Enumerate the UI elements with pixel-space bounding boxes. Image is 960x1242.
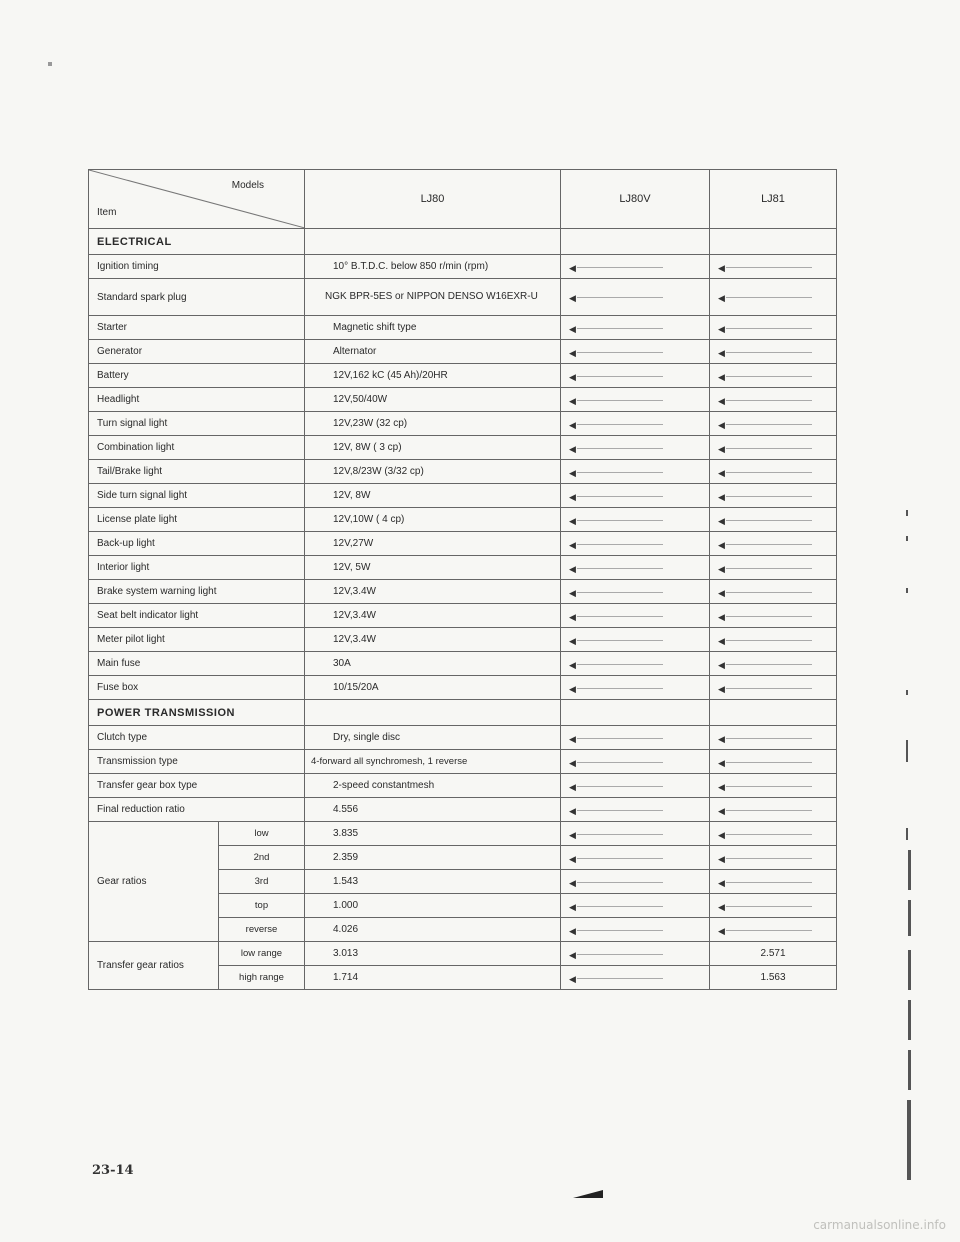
row-item: Standard spark plug (89, 279, 305, 316)
row-lj80-value: Magnetic shift type (305, 316, 561, 340)
same-as-left-dash (710, 255, 837, 279)
same-as-left-dash (710, 652, 837, 676)
row-item: Brake system warning light (89, 580, 305, 604)
arrow-left-icon: ◀ (569, 973, 576, 984)
arrow-left-icon: ◀ (718, 539, 725, 550)
same-as-left-dash (561, 870, 710, 894)
row-item: Main fuse (89, 652, 305, 676)
table-row (89, 484, 837, 508)
same-as-left-dash (561, 604, 710, 628)
arrow-left-icon: ◀ (718, 925, 725, 936)
same-as-left-dash (561, 918, 710, 942)
same-as-left-dash (561, 388, 710, 412)
table-row (89, 628, 837, 652)
arrow-left-icon: ◀ (718, 901, 725, 912)
same-as-left-dash (710, 580, 837, 604)
same-as-left-dash (710, 846, 837, 870)
arrow-left-icon: ◀ (569, 419, 576, 430)
row-lj80-value: 12V,3.4W (305, 628, 561, 652)
row-lj80-value: 12V,27W (305, 532, 561, 556)
table-row (89, 388, 837, 412)
arrow-left-icon: ◀ (569, 757, 576, 768)
table-row (89, 822, 837, 846)
arrow-left-icon: ◀ (718, 587, 725, 598)
row-lj81-value: 2.571 (710, 942, 837, 966)
arrow-left-icon: ◀ (718, 611, 725, 622)
row-lj80-value: 12V,50/40W (305, 388, 561, 412)
same-as-left-dash (710, 508, 837, 532)
arrow-left-icon: ◀ (569, 371, 576, 382)
arrow-left-icon: ◀ (718, 659, 725, 670)
arrow-left-icon: ◀ (718, 443, 725, 454)
row-item: Fuse box (89, 676, 305, 700)
row-item: Turn signal light (89, 412, 305, 436)
row-lj80-value: 12V, 5W (305, 556, 561, 580)
gear-sub-label: top (219, 894, 305, 918)
table-row (89, 316, 837, 340)
same-as-left-dash (561, 316, 710, 340)
row-lj80-value: 12V,3.4W (305, 604, 561, 628)
table-row (89, 652, 837, 676)
row-lj80-value: 1.543 (305, 870, 561, 894)
same-as-left-dash (710, 604, 837, 628)
same-as-left-dash (710, 822, 837, 846)
arrow-left-icon: ◀ (718, 877, 725, 888)
row-item: Clutch type (89, 726, 305, 750)
gear-sub-label: 2nd (219, 846, 305, 870)
same-as-left-dash (561, 364, 710, 388)
table-row (89, 364, 837, 388)
arrow-left-icon: ◀ (569, 683, 576, 694)
arrow-left-icon: ◀ (718, 371, 725, 382)
row-lj80-value: 1.714 (305, 966, 561, 990)
row-lj81-value: 1.563 (710, 966, 837, 990)
models-label: Models (231, 180, 264, 191)
arrow-left-icon: ◀ (718, 781, 725, 792)
gear-ratios-label: Gear ratios (89, 822, 219, 942)
row-lj80-value: 12V,3.4W (305, 580, 561, 604)
row-item: Tail/Brake light (89, 460, 305, 484)
same-as-left-dash (710, 412, 837, 436)
same-as-left-dash (710, 726, 837, 750)
arrow-left-icon: ◀ (569, 467, 576, 478)
same-as-left-dash (561, 556, 710, 580)
row-item: Transfer gear box type (89, 774, 305, 798)
same-as-left-dash (561, 340, 710, 364)
model-lj80v-header: LJ80V (561, 170, 710, 229)
same-as-left-dash (710, 894, 837, 918)
model-lj81-header: LJ81 (710, 170, 837, 229)
same-as-left-dash (710, 436, 837, 460)
section-title-power-transmission: POWER TRANSMISSION (89, 700, 305, 726)
arrow-left-icon: ◀ (718, 467, 725, 478)
arrow-left-icon: ◀ (718, 733, 725, 744)
table-row (89, 580, 837, 604)
arrow-left-icon: ◀ (718, 683, 725, 694)
same-as-left-dash (561, 532, 710, 556)
same-as-left-dash (561, 628, 710, 652)
scan-speck (48, 62, 52, 66)
table-row (89, 798, 837, 822)
arrow-left-icon: ◀ (569, 395, 576, 406)
arrow-left-icon: ◀ (569, 733, 576, 744)
arrow-left-icon: ◀ (718, 563, 725, 574)
table-row (89, 556, 837, 580)
same-as-left-dash (710, 918, 837, 942)
row-lj80-value: 12V,23W (32 cp) (305, 412, 561, 436)
models-item-corner-cell (89, 170, 305, 229)
same-as-left-dash (710, 279, 837, 316)
arrow-left-icon: ◀ (718, 805, 725, 816)
table-row (89, 774, 837, 798)
same-as-left-dash (561, 460, 710, 484)
same-as-left-dash (561, 846, 710, 870)
item-label: Item (97, 207, 117, 218)
row-lj80-value: 12V, 8W (305, 484, 561, 508)
arrow-left-icon: ◀ (569, 805, 576, 816)
same-as-left-dash (561, 255, 710, 279)
arrow-left-icon: ◀ (569, 901, 576, 912)
arrow-left-icon: ◀ (718, 491, 725, 502)
same-as-left-dash (710, 676, 837, 700)
table-row (89, 255, 837, 279)
model-lj80-header: LJ80 (305, 170, 561, 229)
arrow-left-icon: ◀ (569, 611, 576, 622)
row-lj80-value: Dry, single disc (305, 726, 561, 750)
arrow-left-icon: ◀ (569, 853, 576, 864)
row-item: Back-up light (89, 532, 305, 556)
table-row (89, 340, 837, 364)
arrow-left-icon: ◀ (718, 853, 725, 864)
section-row-power-transmission (89, 700, 837, 726)
row-lj80-value: 12V, 8W ( 3 cp) (305, 436, 561, 460)
same-as-left-dash (561, 484, 710, 508)
transfer-sub-label: low range (219, 942, 305, 966)
same-as-left-dash (561, 966, 710, 990)
same-as-left-dash (561, 580, 710, 604)
arrow-left-icon: ◀ (569, 635, 576, 646)
same-as-left-dash (561, 436, 710, 460)
row-item: Generator (89, 340, 305, 364)
row-lj80-value: 12V,8/23W (3/32 cp) (305, 460, 561, 484)
arrow-left-icon: ◀ (569, 949, 576, 960)
row-item: Battery (89, 364, 305, 388)
arrow-left-icon: ◀ (569, 829, 576, 840)
arrow-left-icon: ◀ (718, 515, 725, 526)
row-item: Ignition timing (89, 255, 305, 279)
row-lj80-value: 10/15/20A (305, 676, 561, 700)
row-lj80-value: 12V,162 kC (45 Ah)/20HR (305, 364, 561, 388)
same-as-left-dash (710, 774, 837, 798)
diagonal-divider (89, 170, 305, 228)
table-row (89, 460, 837, 484)
page-number: 23-14 (92, 1163, 134, 1178)
arrow-left-icon: ◀ (569, 491, 576, 502)
table-row (89, 532, 837, 556)
transfer-ratios-label: Transfer gear ratios (89, 942, 219, 990)
same-as-left-dash (561, 412, 710, 436)
watermark: carmanualsonline.info (813, 1218, 946, 1232)
specifications-table (88, 169, 837, 990)
gear-sub-label: low (219, 822, 305, 846)
arrow-left-icon: ◀ (718, 262, 725, 273)
arrow-left-icon: ◀ (718, 323, 725, 334)
arrow-left-icon: ◀ (569, 515, 576, 526)
row-lj80-value: 2.359 (305, 846, 561, 870)
row-item: Transmission type (89, 750, 305, 774)
row-lj80-value: 4.026 (305, 918, 561, 942)
same-as-left-dash (710, 532, 837, 556)
arrow-left-icon: ◀ (569, 563, 576, 574)
same-as-left-dash (710, 750, 837, 774)
arrow-left-icon: ◀ (718, 829, 725, 840)
row-lj80-value: Alternator (305, 340, 561, 364)
row-lj80-value: 4.556 (305, 798, 561, 822)
row-item: Headlight (89, 388, 305, 412)
page-mark-icon (573, 1189, 603, 1199)
row-item: License plate light (89, 508, 305, 532)
same-as-left-dash (710, 484, 837, 508)
row-lj80-value: 2-speed constantmesh (305, 774, 561, 798)
row-lj80-value: 10° B.T.D.C. below 850 r/min (rpm) (305, 255, 561, 279)
binding-edge-marks (900, 0, 960, 1242)
arrow-left-icon: ◀ (569, 659, 576, 670)
same-as-left-dash (561, 750, 710, 774)
row-item: Seat belt indicator light (89, 604, 305, 628)
arrow-left-icon: ◀ (569, 347, 576, 358)
same-as-left-dash (710, 316, 837, 340)
arrow-left-icon: ◀ (569, 925, 576, 936)
arrow-left-icon: ◀ (569, 539, 576, 550)
row-lj80-value: 30A (305, 652, 561, 676)
row-item: Interior light (89, 556, 305, 580)
same-as-left-dash (561, 942, 710, 966)
arrow-left-icon: ◀ (718, 293, 725, 303)
same-as-left-dash (710, 340, 837, 364)
header-row (89, 170, 837, 229)
table-row (89, 436, 837, 460)
row-lj80-value: 12V,10W ( 4 cp) (305, 508, 561, 532)
row-item: Combination light (89, 436, 305, 460)
arrow-left-icon: ◀ (718, 347, 725, 358)
section-title-electrical: ELECTRICAL (89, 229, 305, 255)
arrow-left-icon: ◀ (569, 262, 576, 273)
same-as-left-dash (710, 870, 837, 894)
same-as-left-dash (561, 676, 710, 700)
row-lj80-value: 4-forward all synchromesh, 1 reverse (305, 750, 561, 774)
arrow-left-icon: ◀ (569, 323, 576, 334)
row-lj80-value: 1.000 (305, 894, 561, 918)
same-as-left-dash (710, 798, 837, 822)
arrow-left-icon: ◀ (569, 293, 576, 303)
arrow-left-icon: ◀ (569, 877, 576, 888)
table-row (89, 604, 837, 628)
same-as-left-dash (561, 726, 710, 750)
same-as-left-dash (561, 894, 710, 918)
row-lj80-value: 3.835 (305, 822, 561, 846)
arrow-left-icon: ◀ (718, 419, 725, 430)
same-as-left-dash (710, 556, 837, 580)
transfer-sub-label: high range (219, 966, 305, 990)
same-as-left-dash (561, 822, 710, 846)
same-as-left-dash (561, 798, 710, 822)
same-as-left-dash (561, 508, 710, 532)
same-as-left-dash (710, 364, 837, 388)
table-row (89, 508, 837, 532)
arrow-left-icon: ◀ (569, 587, 576, 598)
table-row (89, 750, 837, 774)
same-as-left-dash (561, 774, 710, 798)
same-as-left-dash (561, 279, 710, 316)
arrow-left-icon: ◀ (718, 635, 725, 646)
same-as-left-dash (710, 388, 837, 412)
row-item: Meter pilot light (89, 628, 305, 652)
arrow-left-icon: ◀ (718, 757, 725, 768)
row-lj80-value: 3.013 (305, 942, 561, 966)
table-row (89, 676, 837, 700)
row-item: Final reduction ratio (89, 798, 305, 822)
section-row-electrical (89, 229, 837, 255)
gear-sub-label: 3rd (219, 870, 305, 894)
row-item: Starter (89, 316, 305, 340)
row-lj80-value: NGK BPR-5ES or NIPPON DENSO W16EXR-U (305, 279, 561, 316)
arrow-left-icon: ◀ (569, 443, 576, 454)
arrow-left-icon: ◀ (569, 781, 576, 792)
same-as-left-dash (561, 652, 710, 676)
table-row (89, 726, 837, 750)
table-row (89, 942, 837, 966)
same-as-left-dash (710, 460, 837, 484)
row-item: Side turn signal light (89, 484, 305, 508)
table-row (89, 279, 837, 316)
table-row (89, 412, 837, 436)
same-as-left-dash (710, 628, 837, 652)
arrow-left-icon: ◀ (718, 395, 725, 406)
gear-sub-label: reverse (219, 918, 305, 942)
